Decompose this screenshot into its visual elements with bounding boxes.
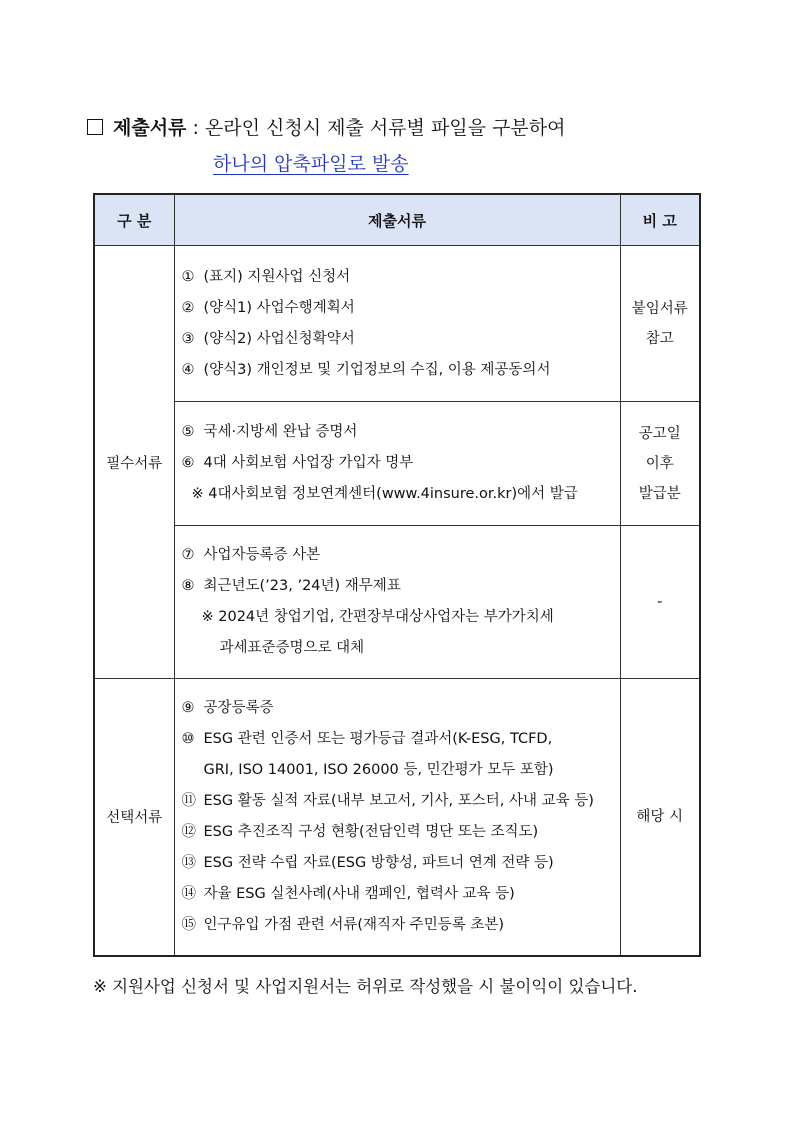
list-item: ⑮ 인구유입 가점 관련 서류(재직자 주민등록 초본) [181,916,504,933]
header-category: 구 분 [94,194,174,246]
list-item: ⑫ ESG 추진조직 구성 현황(전담인력 명단 또는 조직도) [181,823,539,840]
list-item: ⑤ 국세·지방세 완납 증명서 [181,424,358,440]
heading-subline: 하나의 압축파일로 발송 [213,153,409,175]
header-documents: 제출서류 [174,194,620,246]
footer-notice: ※ 지원사업 신청서 및 사업지원서는 허위로 작성했을 시 불이익이 있습니다. [93,977,638,996]
list-item: ⑥ 4대 사회보험 사업장 가입자 명부 [181,455,414,471]
optional-items [174,679,620,956]
required-group3-note: - [620,526,700,679]
optional-note: 해당 시 [620,679,700,956]
list-item: ⑦ 사업자등록증 사본 [181,547,321,563]
heading-bold: 제출서류 [113,117,187,139]
list-item: ① (표지) 지원사업 신청서 [181,268,351,285]
documents-table [93,193,701,957]
list-item: ⑩ ESG 관련 인증서 또는 평가등급 결과서(K-ESG, TCFD, [181,730,553,747]
optional-category: 선택서류 [94,679,174,956]
list-item: ② (양식1) 사업수행계획서 [181,299,355,316]
required-group1-note: 붙임서류 참고 [620,246,700,402]
required-group2-items [174,402,620,526]
required-category: 필수서류 [94,246,174,679]
section-heading [87,114,565,142]
list-item: ④ (양식3) 개인정보 및 기업정보의 수집, 이용 제공동의서 [181,361,551,378]
list-item: ⑭ 자율 ESG 실천사례(사내 캠페인, 협력사 교육 등) [181,885,515,902]
table-row [94,679,700,956]
list-item: ③ (양식2) 사업신청확약서 [181,330,355,347]
remark-continued: 과세표준증명으로 대체 [219,640,365,656]
table-header-row [94,194,700,246]
list-item: GRI, ISO 14001, ISO 26000 등, 민간평가 모두 포함) [203,761,554,778]
checkbox-square-icon [87,119,103,135]
header-note: 비 고 [620,194,700,246]
list-item: ⑬ ESG 전략 수립 자료(ESG 방향성, 파트너 연계 전략 등) [181,854,554,871]
remark: ※ 2024년 창업기업, 간편장부대상사업자는 부가가치세 [201,609,554,625]
remark: ※ 4대사회보험 정보연계센터(www.4insure.or.kr)에서 발급 [191,486,578,502]
list-item: ⑨ 공장등록증 [181,699,274,716]
table-row [94,246,700,402]
list-item: ⑧ 최근년도(’23, ’24년) 재무제표 [181,578,401,594]
required-group2-note: 공고일 이후 발급분 [620,402,700,526]
table-row [94,402,700,526]
heading-text: : 온라인 신청시 제출 서류별 파일을 구분하여 [186,117,566,139]
required-group3-items [174,526,620,679]
list-item: ⑪ ESG 활동 실적 자료(내부 보고서, 기사, 포스터, 사내 교육 등) [181,792,594,809]
required-group1-items [174,246,620,402]
table-row [94,526,700,679]
